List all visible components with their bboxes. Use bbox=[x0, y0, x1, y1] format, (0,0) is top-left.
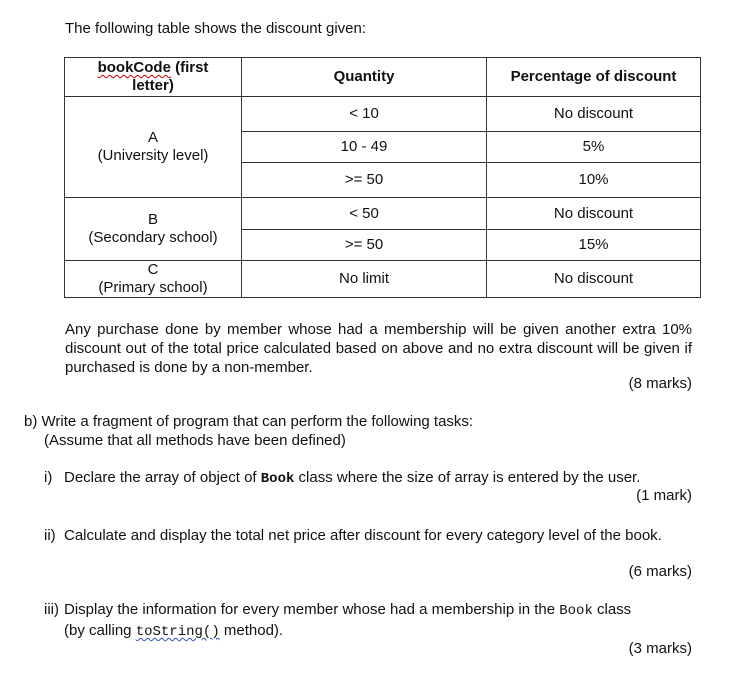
table-row bbox=[65, 97, 701, 132]
qty-cell: >= 50 bbox=[242, 163, 487, 198]
item-iii bbox=[44, 600, 692, 642]
header-bookcode-word: bookCode bbox=[97, 59, 171, 76]
item-iii-text-end: class bbox=[592, 601, 632, 618]
item-iii-line2-end: method). bbox=[219, 622, 284, 639]
item-iii-text: Display the information for every member whose had a membership in the bbox=[64, 601, 560, 618]
item-i bbox=[44, 468, 692, 489]
part-b-line2: (Assume that all methods have been defined) bbox=[44, 432, 346, 449]
item-iii-number: iii) bbox=[44, 601, 59, 618]
table-row bbox=[65, 198, 701, 230]
item-i-code: Book bbox=[260, 471, 295, 487]
disc-cell: No discount bbox=[487, 261, 701, 298]
header-percentage: Percentage of discount bbox=[487, 58, 701, 97]
item-iii-code: Book bbox=[559, 603, 593, 619]
group-c-code: C bbox=[147, 261, 159, 278]
group-a-cell bbox=[65, 97, 242, 198]
membership-paragraph: Any purchase done by member whose had a membership will be given another extra 10% discount out of the total price calculated based on above and no extra discount will be given if purchased is done by a non-member. bbox=[65, 321, 692, 376]
item-ii-text: Calculate and display the total net price after discount for every category level of the book. bbox=[64, 527, 662, 544]
item-ii-number: ii) bbox=[44, 527, 56, 544]
group-b-code: B bbox=[147, 211, 158, 228]
item-ii-marks: (6 marks) bbox=[628, 563, 692, 580]
intro-text: The following table shows the discount given: bbox=[65, 20, 367, 37]
qty-cell: 10 - 49 bbox=[242, 132, 487, 163]
disc-cell: 15% bbox=[487, 230, 701, 261]
qty-cell: < 50 bbox=[242, 198, 487, 230]
item-iii-line2: (by calling bbox=[64, 622, 136, 639]
header-bookcode-line2: letter) bbox=[132, 77, 174, 94]
header-bookcode bbox=[65, 58, 242, 97]
disc-cell: 10% bbox=[487, 163, 701, 198]
part-b-heading bbox=[24, 412, 694, 450]
table-row bbox=[65, 261, 701, 298]
group-c-cell bbox=[65, 261, 242, 298]
item-i-text-end: class where the size of array is entered by the user. bbox=[294, 469, 641, 486]
part-b-line1: Write a fragment of program that can perform the following tasks: bbox=[41, 413, 474, 430]
item-iii-tostring-code: toString() bbox=[135, 624, 220, 640]
group-b-cell bbox=[65, 198, 242, 261]
disc-cell: No discount bbox=[487, 198, 701, 230]
header-quantity: Quantity bbox=[242, 58, 487, 97]
part-b-label: b) bbox=[24, 413, 38, 430]
group-a-level: (University level) bbox=[97, 147, 209, 164]
item-iii-marks: (3 marks) bbox=[628, 640, 692, 657]
item-i-marks: (1 mark) bbox=[636, 487, 692, 504]
qty-cell: No limit bbox=[242, 261, 487, 298]
group-b-level: (Secondary school) bbox=[88, 229, 218, 246]
disc-cell: 5% bbox=[487, 132, 701, 163]
group-a-code: A bbox=[147, 129, 158, 146]
item-i-number: i) bbox=[44, 469, 53, 486]
header-bookcode-rest: (first bbox=[170, 59, 209, 76]
disc-cell: No discount bbox=[487, 97, 701, 132]
qty-cell: < 10 bbox=[242, 97, 487, 132]
table-header-row bbox=[65, 58, 701, 97]
item-i-text: Declare the array of object of bbox=[64, 469, 261, 486]
paragraph-marks: (8 marks) bbox=[628, 375, 692, 392]
qty-cell: >= 50 bbox=[242, 230, 487, 261]
group-c-level: (Primary school) bbox=[98, 279, 208, 296]
discount-table bbox=[64, 57, 701, 298]
item-ii bbox=[44, 526, 692, 545]
